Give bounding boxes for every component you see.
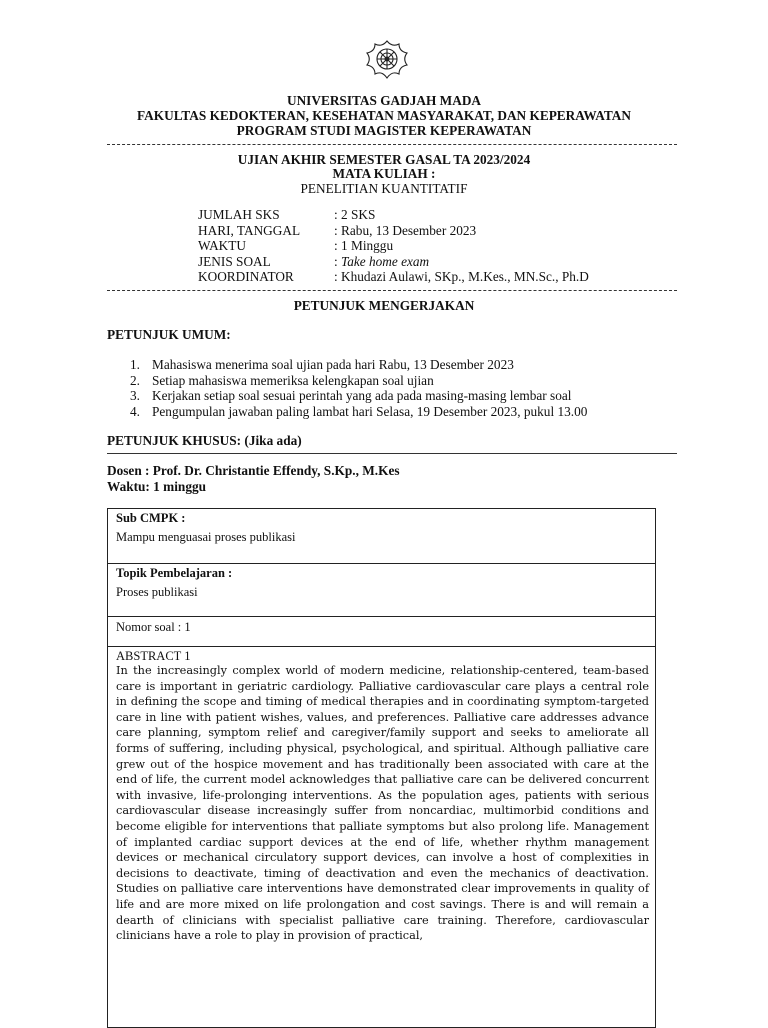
list-item [130,388,587,404]
meta-value: : Rabu, 13 Desember 2023 [334,222,477,238]
meta-value: Take home exam [341,253,430,269]
topic-value: Proses publikasi [116,585,198,599]
exam-title: UJIAN AKHIR SEMESTER GASAL TA 2023/2024 [237,152,531,167]
course-name: PENELITIAN KUANTITATIF [300,181,468,196]
meta-row-time [198,238,589,254]
specific-instructions-title: PETUNJUK KHUSUS: (Jika ada) [107,433,302,448]
list-item [130,373,587,389]
question-number-cell [108,617,655,647]
faculty-name: FAKULTAS KEDOKTERAN, KESEHATAN MASYARAKAT, DAN KEPERAWATAN [137,108,631,123]
abstract-text: In the increasingly complex world of modern medicine, relationship-centered, team-based care is important in geriatric cardiology. Palliative cardiovascular care plays a central role in defining the scope and timing of medical therapies and in coordinating symptom-targeted care in line with patient wishes, values, and preferences. Palliative care addresses advance care planning, symptom relief and caregiver/family support and seeks to ameliorate all forms of suffering, including physical, psychological, and spiritual. Although palliative care grew out of the hospice movement and has traditionally been associated with care at the end of life, the current model acknowledges that palliative care can be delivered concurrent with invasive, life-prolonging interventions. As the population ages, patients with serious cardiovascular disease increasingly suffer from noncardiac, multimorbid conditions and become eligible for interventions that palliate symptoms but also prolong life. Management of implanted cardiac support devices at the end of life, whether rhythm management devices or mechanical circulatory support devices, can involve a host of complexities in decisions to deactivate, timing of deactivation and even the mechanics of deactivation. Studies on palliative care interventions have demonstrated clear improvements in quality of life and are more mixed on life prolongation and cost savings. There is and will remain a dearth of clinicians with specialist palliative care training. Therefore, cardiovascular clinicians have a role to play in provision of practical, [116,664,649,943]
general-instructions-list [130,357,587,419]
list-number: 1. [130,357,140,372]
meta-value: : 2 SKS [334,207,376,222]
sub-cmpk-cell [108,509,655,564]
meta-row-coordinator [198,269,589,285]
list-item [130,404,587,420]
list-number: 4. [130,403,140,419]
meta-key: JUMLAH SKS [198,207,280,222]
exam-meta [198,207,589,285]
meta-key: JENIS SOAL [198,253,271,269]
list-text: Mahasiswa menerima soal ujian pada hari Rabu, 13 Desember 2023 [152,357,514,372]
list-number: 3. [130,388,140,404]
university-name: UNIVERSITAS GADJAH MADA [286,93,482,108]
university-seal-logo [364,38,410,84]
abstract-title: ABSTRACT 1 [116,649,191,663]
meta-value: : Khudazi Aulawi, SKp., M.Kes., MN.Sc., Ph.D [334,269,589,285]
question-box [107,508,656,1028]
meta-row-type [198,254,589,270]
sub-cmpk-label: Sub CMPK : [116,511,186,525]
meta-row-sks [198,207,589,223]
list-text: Kerjakan setiap soal sesuai perintah yang ada pada masing-masing lembar soal [152,388,572,404]
list-number: 2. [130,372,140,388]
lecturer-name: Dosen : Prof. Dr. Christantie Effendy, S.Kp., M.Kes [107,463,400,478]
dashed-separator [107,144,677,145]
topic-cell [108,564,655,617]
course-label: MATA KULIAH : [332,166,436,181]
list-item [130,357,587,373]
program-name: PROGRAM STUDI MAGISTER KEPERAWATAN [236,123,532,138]
duration: Waktu: 1 minggu [107,479,207,494]
meta-value-prefix: : [334,253,342,269]
solid-separator [107,453,677,454]
question-number: Nomor soal : 1 [116,620,191,634]
meta-value: : 1 Minggu [334,238,394,254]
list-text: Setiap mahasiswa memeriksa kelengkapan soal ujian [152,372,434,388]
meta-row-date [198,223,589,239]
meta-key: WAKTU [198,238,247,254]
meta-key: HARI, TANGGAL [198,222,301,238]
list-text: Pengumpulan jawaban paling lambat hari Selasa, 19 Desember 2023, pukul 13.00 [152,403,588,419]
sub-cmpk-value: Mampu menguasai proses publikasi [116,530,296,544]
instructions-title: PETUNJUK MENGERJAKAN [293,298,475,313]
dashed-separator [107,290,677,291]
meta-key: KOORDINATOR [198,269,294,285]
topic-label: Topik Pembelajaran : [116,566,233,580]
general-instructions-title: PETUNJUK UMUM: [107,327,231,342]
